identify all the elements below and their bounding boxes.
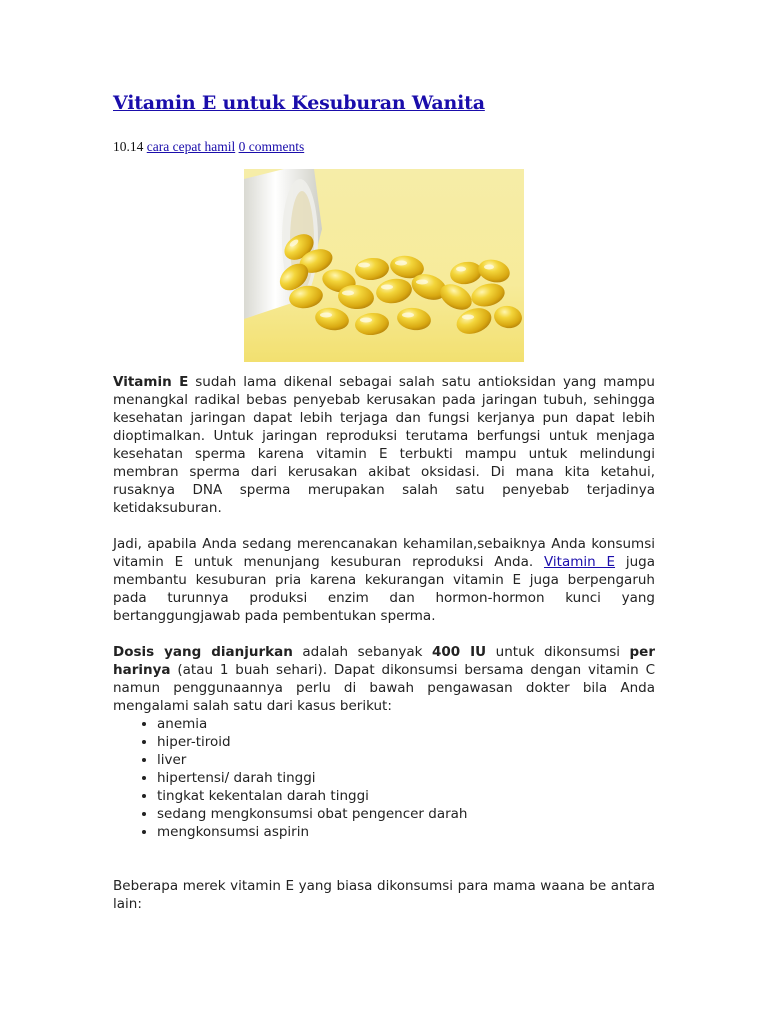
list-item: • liver — [157, 751, 655, 769]
post-meta — [113, 139, 304, 155]
dosage-text-b: untuk dikonsumsi — [486, 644, 630, 660]
dose-frequency-bold: per harinya — [113, 644, 655, 678]
post-title-link[interactable]: Vitamin E untuk Kesuburan Wanita — [113, 92, 485, 114]
paragraph-pregnancy-planning — [113, 535, 655, 625]
paragraph-vitamin-e-intro — [113, 373, 655, 517]
vitamin-e-capsules-photo — [244, 169, 524, 362]
paragraph2-text-before: Jadi, apabila Anda sedang merencanakan kehamilan,sebaiknya Anda konsumsi vitamin E untuk menunjang kesuburan reproduksi Anda. — [113, 536, 655, 570]
paragraph-dosage — [113, 643, 655, 715]
conditions-list — [113, 715, 655, 841]
dosage-text-c: (atau 1 buah sehari). Dapat dikonsumsi bersama dengan vitamin C namun penggunaannya perlu di bawah pengawasan dokter bila Anda mengalami salah satu dari kasus berikut: — [113, 662, 655, 714]
list-item: • tingkat kekentalan darah tinggi — [157, 787, 655, 805]
post-body — [113, 373, 655, 931]
capsules-illustration — [244, 169, 524, 362]
list-item: • hipertensi/ darah tinggi — [157, 769, 655, 787]
paragraph1-text: sudah lama dikenal sebagai salah satu antioksidan yang mampu menangkal radikal bebas penyebab kerusakan pada jaringan tubuh, sehingga kesehatan jaringan dapat lebih terjaga dan fungsi kerjanya pun dapat lebih dioptimalkan. Untuk jaringan reproduksi terutama berfungsi untuk menjaga kesehatan sperma karena vitamin E terbukti mampu untuk melindungi membran sperma dari kerusakan akibat oksidasi. Di mana kita ketahui, rusaknya DNA sperma merupakan salah satu penyebab terjadinya ketidaksuburan. — [113, 374, 655, 516]
paragraph2-text-after: juga membantu kesuburan pria karena kekurangan vitamin E juga berpengaruh pada turunnya produksi enzim dan hormon-hormon kunci yang bertanggungjawab pada pembentukan sperma. — [113, 554, 655, 624]
list-item: • anemia — [157, 715, 655, 733]
spacer — [113, 841, 655, 877]
dosage-bold: Dosis yang dianjurkan — [113, 644, 293, 660]
list-item: • mengkonsumsi aspirin — [157, 823, 655, 841]
vitamin-e-bold: Vitamin E — [113, 374, 189, 390]
list-item: • hiper-tiroid — [157, 733, 655, 751]
list-item: • sedang mengkonsumsi obat pengencer darah — [157, 805, 655, 823]
comments-link[interactable]: 0 comments — [238, 139, 305, 154]
label-link[interactable]: cara cepat hamil — [146, 139, 236, 154]
paragraph-brands: Beberapa merek vitamin E yang biasa dikonsumsi para mama waana be antara lain: — [113, 878, 655, 912]
dosage-text-a: adalah sebanyak — [292, 644, 432, 660]
vitamin-e-link[interactable]: Vitamin E — [543, 554, 616, 570]
dose-amount-bold: 400 IU — [432, 644, 487, 660]
post-time: 10.14 — [113, 139, 144, 154]
